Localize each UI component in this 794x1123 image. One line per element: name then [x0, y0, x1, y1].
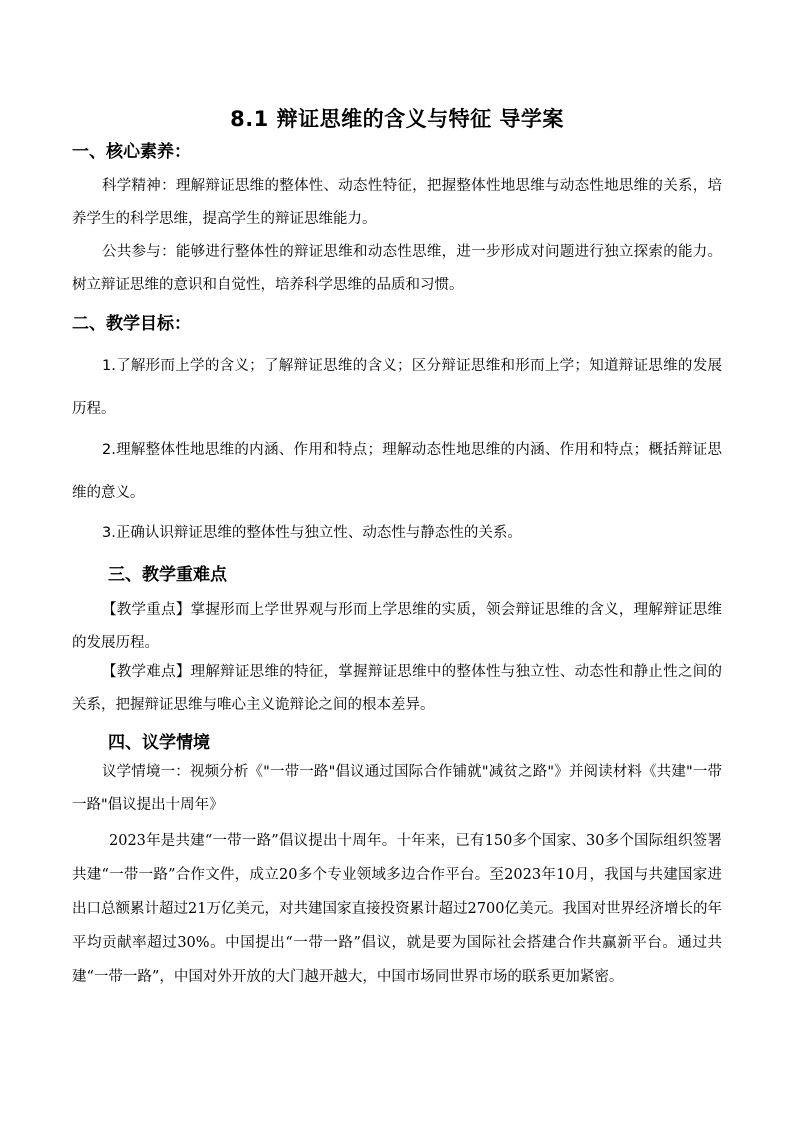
scenario-intro: 议学情境一：视频分析《"一带一路"倡议通过国际合作铺就"减贫之路"》并阅读材料《共建"一带一路"倡议提出十周年》 [72, 764, 722, 813]
section-heading-core-literacy: 一、核心素养： [72, 142, 191, 162]
paragraph-key-point: 【教学重点】掌握形而上学世界观与形而上学思维的实质，领会辩证思维的含义，理解辩证思维的发展历程。 [72, 602, 722, 651]
section-heading-goals: 二、教学目标： [72, 314, 191, 334]
scenario-material: 2023年是共建“一带一路”倡议提出十周年。十年来，已有150多个国家、30多个国际组织签署共建“一带一路”合作文件，成立20多个专业领域多边合作平台。至2023年10月，我国与共建国家进出口总额累计超过21万亿美元，对共建国家直接投资累计超过2700亿美元。我国对世界经济增长的年平均贡献率超过30%。中国提出“一带一路”倡议，就是要为国际社会搭建合作共赢新平台。通过共建“一带一路”，中国对外开放的大门越开越大，中国市场同世界市场的联系更加紧密。 [72, 833, 722, 985]
page-title: 8.1 辩证思维的含义与特征 导学案 [230, 107, 564, 131]
goal-item-2: 2.理解整体性地思维的内涵、作用和特点；理解动态性地思维的内涵、作用和特点；概括辩证思维的意义。 [72, 442, 722, 501]
section-heading-key-points: 三、教学重难点 [108, 565, 227, 585]
goal-item-3: 3.正确认识辩证思维的整体性与独立性、动态性与静态性的关系。 [102, 525, 522, 541]
paragraph-difficult-point: 【教学难点】理解辩证思维的特征，掌握辩证思维中的整体性与独立性、动态性和静止性之间的关系，把握辩证思维与唯心主义诡辩论之间的根本差异。 [72, 664, 722, 713]
paragraph-science-spirit: 科学精神：理解辩证思维的整体性、动态性特征，把握整体性地思维与动态性地思维的关系，培养学生的科学思维，提高学生的辩证思维能力。 [72, 178, 722, 227]
goal-item-1: 1.了解形而上学的含义；了解辩证思维的含义；区分辩证思维和形而上学；知道辩证思维的发展历程。 [72, 358, 722, 417]
paragraph-public-participation: 公共参与：能够进行整体性的辩证思维和动态性思维，进一步形成对问题进行独立探索的能力。树立辩证思维的意识和自觉性，培养科学思维的品质和习惯。 [72, 244, 722, 293]
section-heading-scenario: 四、议学情境 [108, 733, 210, 753]
